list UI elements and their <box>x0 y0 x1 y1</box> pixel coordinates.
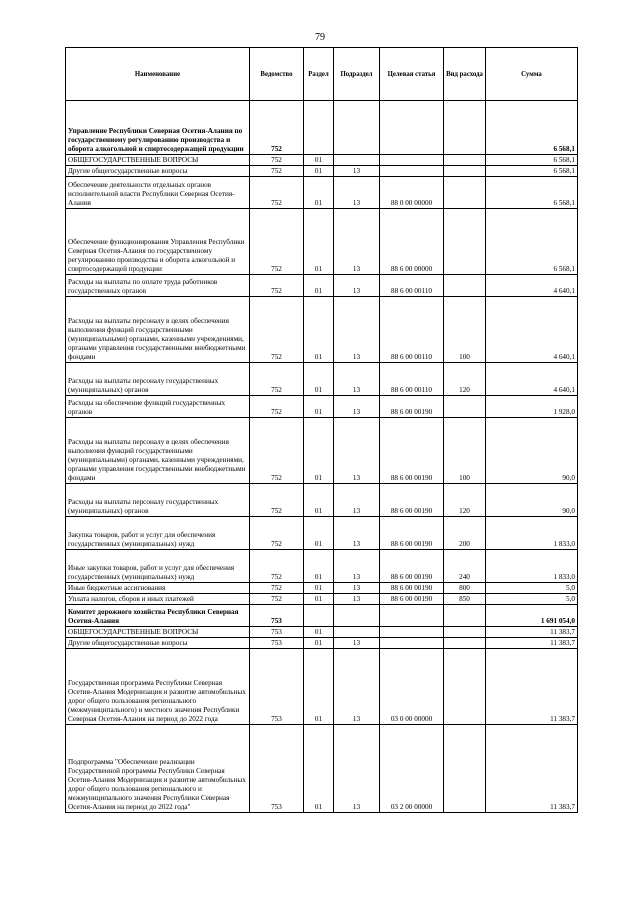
row-target <box>380 605 444 627</box>
row-type <box>444 155 486 166</box>
table-row <box>66 517 578 550</box>
row-type <box>444 638 486 649</box>
row-section: 01 <box>304 594 334 605</box>
row-target: 88 6 00 00110 <box>380 363 444 396</box>
row-section <box>304 605 334 627</box>
row-name: Закупка товаров, работ и услуг для обеспечения государственных (муниципальных) нужд <box>66 517 250 550</box>
row-name: Другие общегосударственные вопросы <box>66 638 250 649</box>
table-row <box>66 550 578 583</box>
row-target: 88 6 00 00190 <box>380 583 444 594</box>
row-dept: 752 <box>250 594 304 605</box>
row-section: 01 <box>304 166 334 177</box>
table-row <box>66 594 578 605</box>
row-target <box>380 627 444 638</box>
table-row <box>66 177 578 209</box>
header-expense-type: Вид расхода <box>444 48 486 101</box>
row-subsection: 13 <box>334 583 380 594</box>
row-dept: 752 <box>250 418 304 484</box>
table-row <box>66 155 578 166</box>
row-target: 88 6 00 00110 <box>380 275 444 297</box>
row-type <box>444 627 486 638</box>
row-subsection: 13 <box>334 550 380 583</box>
row-section: 01 <box>304 177 334 209</box>
header-subsection: Подраздел <box>334 48 380 101</box>
row-name: Комитет дорожного хозяйства Республики Северная Осетия-Алания <box>66 605 250 627</box>
row-section: 01 <box>304 363 334 396</box>
row-subsection: 13 <box>334 297 380 363</box>
row-type <box>444 649 486 725</box>
row-dept: 752 <box>250 583 304 594</box>
row-dept: 752 <box>250 550 304 583</box>
table-row <box>66 209 578 275</box>
header-name: Наименование <box>66 48 250 101</box>
row-type <box>444 605 486 627</box>
row-section <box>304 101 334 155</box>
row-dept: 753 <box>250 605 304 627</box>
row-target: 88 6 00 00000 <box>380 209 444 275</box>
row-amount: 6 568,1 <box>486 166 578 177</box>
row-amount: 1 691 054,0 <box>486 605 578 627</box>
row-dept: 753 <box>250 638 304 649</box>
row-dept: 752 <box>250 155 304 166</box>
row-amount: 90,0 <box>486 418 578 484</box>
row-type: 850 <box>444 594 486 605</box>
row-amount: 4 640,1 <box>486 275 578 297</box>
row-section: 01 <box>304 418 334 484</box>
row-target: 03 0 00 00000 <box>380 649 444 725</box>
header-target: Целевая статья <box>380 48 444 101</box>
table-row <box>66 649 578 725</box>
row-dept: 752 <box>250 484 304 517</box>
row-amount: 1 833,0 <box>486 550 578 583</box>
row-section: 01 <box>304 627 334 638</box>
row-subsection: 13 <box>334 725 380 813</box>
row-type: 120 <box>444 484 486 517</box>
row-target: 88 6 00 00110 <box>380 297 444 363</box>
row-subsection: 13 <box>334 484 380 517</box>
row-section: 01 <box>304 209 334 275</box>
row-subsection <box>334 101 380 155</box>
row-name: Расходы на выплаты персоналу государственных (муниципальных) органов <box>66 363 250 396</box>
row-subsection <box>334 605 380 627</box>
row-type: 200 <box>444 517 486 550</box>
row-dept: 752 <box>250 517 304 550</box>
row-name: Государственная программа Республики Северная Осетия-Алания Модернизация и развитие автомобильных дорог общего пользования регионального (межмуниципального) и местного значения Республики Северная Осетия-Алания на период до 2022 года <box>66 649 250 725</box>
page-number: 79 <box>315 32 325 43</box>
row-name: Другие общегосударственные вопросы <box>66 166 250 177</box>
row-name: Расходы на обеспечение функций государственных органов <box>66 396 250 418</box>
row-section: 01 <box>304 275 334 297</box>
row-type <box>444 101 486 155</box>
row-dept: 752 <box>250 363 304 396</box>
table-row <box>66 605 578 627</box>
row-amount: 1 833,0 <box>486 517 578 550</box>
row-name: Расходы на выплаты персоналу в целях обеспечения выполнения функций государственными (муниципальными) органами, казенными учреждениями, органами управления государственными внебюджетными фондами <box>66 297 250 363</box>
row-subsection: 13 <box>334 594 380 605</box>
row-name: Иные бюджетные ассигнования <box>66 583 250 594</box>
table-row <box>66 638 578 649</box>
row-amount: 11 383,7 <box>486 627 578 638</box>
row-section: 01 <box>304 550 334 583</box>
row-amount: 11 383,7 <box>486 725 578 813</box>
row-amount: 4 640,1 <box>486 363 578 396</box>
header-amount: Сумма <box>486 48 578 101</box>
row-subsection: 13 <box>334 418 380 484</box>
row-name: ОБЩЕГОСУДАРСТВЕННЫЕ ВОПРОСЫ <box>66 155 250 166</box>
row-subsection: 13 <box>334 363 380 396</box>
row-target: 88 6 00 00190 <box>380 396 444 418</box>
row-dept: 752 <box>250 177 304 209</box>
row-amount: 1 928,0 <box>486 396 578 418</box>
row-subsection: 13 <box>334 177 380 209</box>
row-subsection <box>334 155 380 166</box>
row-type <box>444 209 486 275</box>
header-row <box>66 48 578 101</box>
row-amount: 6 568,1 <box>486 155 578 166</box>
row-name: Подпрограмма "Обеспечение реализации Государственной программы Республики Северная Осетия-Алания Модернизация и развитие автомобильных дорог общего пользования регионального и межмуниципального значения Республики Северная Осетия-Алания на период до 2022 года" <box>66 725 250 813</box>
row-target: 88 6 00 00190 <box>380 550 444 583</box>
row-section: 01 <box>304 649 334 725</box>
row-subsection: 13 <box>334 517 380 550</box>
table-row <box>66 484 578 517</box>
row-target: 03 2 00 00000 <box>380 725 444 813</box>
row-dept: 752 <box>250 396 304 418</box>
row-dept: 752 <box>250 166 304 177</box>
table-row <box>66 101 578 155</box>
table-row <box>66 275 578 297</box>
row-section: 01 <box>304 297 334 363</box>
row-type: 100 <box>444 297 486 363</box>
row-target: 88 6 00 00190 <box>380 418 444 484</box>
row-dept: 752 <box>250 275 304 297</box>
row-subsection: 13 <box>334 166 380 177</box>
row-name: Обеспечение деятельности отдельных органов исполнительной власти Республики Северная Осетия-Алания <box>66 177 250 209</box>
row-amount: 6 568,1 <box>486 209 578 275</box>
row-name: Расходы на выплаты по оплате труда работников государственных органов <box>66 275 250 297</box>
row-amount: 5,0 <box>486 583 578 594</box>
row-target <box>380 166 444 177</box>
row-amount: 11 383,7 <box>486 638 578 649</box>
row-type <box>444 396 486 418</box>
row-section: 01 <box>304 725 334 813</box>
row-section: 01 <box>304 517 334 550</box>
row-type: 800 <box>444 583 486 594</box>
row-target <box>380 155 444 166</box>
row-type <box>444 275 486 297</box>
row-type <box>444 166 486 177</box>
row-amount: 6 568,1 <box>486 101 578 155</box>
row-dept: 752 <box>250 101 304 155</box>
table-row <box>66 396 578 418</box>
row-type <box>444 177 486 209</box>
row-subsection <box>334 627 380 638</box>
row-subsection: 13 <box>334 649 380 725</box>
table-row <box>66 583 578 594</box>
table-row <box>66 363 578 396</box>
row-section: 01 <box>304 155 334 166</box>
row-target <box>380 638 444 649</box>
row-type: 100 <box>444 418 486 484</box>
row-dept: 753 <box>250 725 304 813</box>
row-amount: 4 640,1 <box>486 297 578 363</box>
row-name: Управление Республики Северная Осетия-Алания по государственному регулированию производства и оборота алкогольной и спиртосодержащей продукции <box>66 101 250 155</box>
row-subsection: 13 <box>334 638 380 649</box>
row-subsection: 13 <box>334 396 380 418</box>
row-section: 01 <box>304 583 334 594</box>
row-type: 240 <box>444 550 486 583</box>
table-row <box>66 166 578 177</box>
row-dept: 753 <box>250 649 304 725</box>
row-amount: 5,0 <box>486 594 578 605</box>
row-section: 01 <box>304 484 334 517</box>
row-name: Расходы на выплаты персоналу в целях обеспечения выполнения функций государственными (муниципальными) органами, казенными учреждениями, органами управления государственными внебюджетными фондами <box>66 418 250 484</box>
row-name: Обеспечение функционирования Управления Республики Северная Осетия-Алания по государственному регулированию производства и оборота алкогольной и спиртосодержащей продукции <box>66 209 250 275</box>
header-dept: Ведомство <box>250 48 304 101</box>
row-section: 01 <box>304 638 334 649</box>
row-type: 120 <box>444 363 486 396</box>
budget-table <box>65 47 578 813</box>
table-row <box>66 725 578 813</box>
row-name: Иные закупки товаров, работ и услуг для обеспечения государственных (муниципальных) нужд <box>66 550 250 583</box>
row-subsection: 13 <box>334 209 380 275</box>
row-section: 01 <box>304 396 334 418</box>
header-section: Раздел <box>304 48 334 101</box>
row-target: 88 6 00 00190 <box>380 484 444 517</box>
row-type <box>444 725 486 813</box>
row-amount: 11 383,7 <box>486 649 578 725</box>
row-name: Уплата налогов, сборов и иных платежей <box>66 594 250 605</box>
row-dept: 753 <box>250 627 304 638</box>
row-dept: 752 <box>250 209 304 275</box>
row-target: 88 0 00 00000 <box>380 177 444 209</box>
row-dept: 752 <box>250 297 304 363</box>
table-row <box>66 627 578 638</box>
row-target <box>380 101 444 155</box>
row-name: ОБЩЕГОСУДАРСТВЕННЫЕ ВОПРОСЫ <box>66 627 250 638</box>
row-subsection: 13 <box>334 275 380 297</box>
row-target: 88 6 00 00190 <box>380 517 444 550</box>
row-target: 88 6 00 00190 <box>380 594 444 605</box>
table-row <box>66 418 578 484</box>
table-row <box>66 297 578 363</box>
row-amount: 6 568,1 <box>486 177 578 209</box>
row-name: Расходы на выплаты персоналу государственных (муниципальных) органов <box>66 484 250 517</box>
row-amount: 90,0 <box>486 484 578 517</box>
